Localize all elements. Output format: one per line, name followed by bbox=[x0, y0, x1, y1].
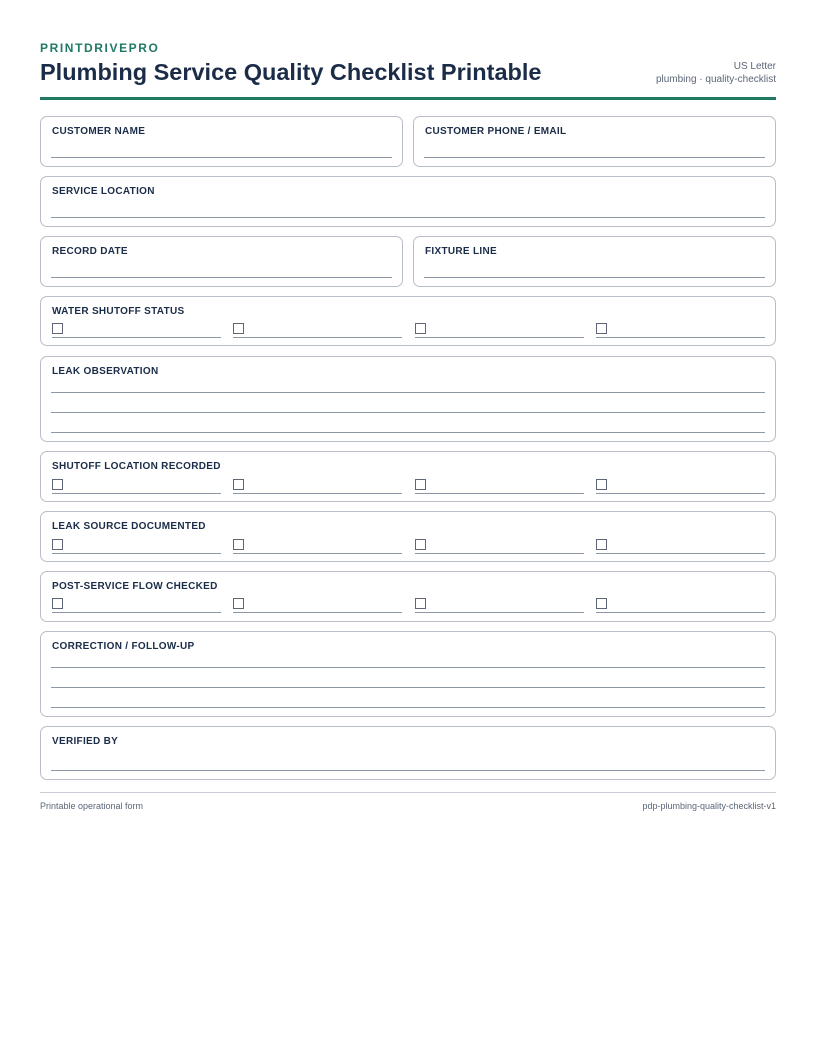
checkbox[interactable] bbox=[233, 539, 244, 550]
checkbox[interactable] bbox=[596, 323, 607, 334]
leak-source-documented-field bbox=[40, 511, 776, 562]
option-write-line bbox=[233, 553, 402, 554]
leak-source-option-2[interactable] bbox=[233, 539, 402, 555]
option-write-line bbox=[415, 553, 584, 554]
checkbox[interactable] bbox=[233, 479, 244, 490]
option-write-line bbox=[415, 337, 584, 338]
post-service-flow-option-3[interactable] bbox=[415, 598, 584, 614]
correction-follow-up-label: CORRECTION / FOLLOW-UP bbox=[52, 641, 195, 652]
shutoff-location-recorded-label: SHUTOFF LOCATION RECORDED bbox=[52, 461, 221, 472]
option-write-line bbox=[52, 612, 221, 613]
checkbox[interactable] bbox=[596, 479, 607, 490]
service-location-field bbox=[40, 176, 776, 227]
customer-contact-label: CUSTOMER PHONE / EMAIL bbox=[425, 126, 567, 137]
water-shutoff-option-4[interactable] bbox=[596, 323, 765, 339]
shutoff-location-option-2[interactable] bbox=[233, 479, 402, 495]
record-date-input-line[interactable] bbox=[51, 277, 392, 278]
checkbox[interactable] bbox=[415, 479, 426, 490]
option-write-line bbox=[596, 612, 765, 613]
leak-observation-line-1[interactable] bbox=[51, 392, 765, 393]
water-shutoff-option-1[interactable] bbox=[52, 323, 221, 339]
water-shutoff-option-2[interactable] bbox=[233, 323, 402, 339]
customer-contact-input-line[interactable] bbox=[424, 157, 765, 158]
shutoff-location-option-4[interactable] bbox=[596, 479, 765, 495]
leak-observation-line-2[interactable] bbox=[51, 412, 765, 413]
post-service-flow-option-1[interactable] bbox=[52, 598, 221, 614]
customer-name-label: CUSTOMER NAME bbox=[52, 126, 146, 137]
leak-observation-label: LEAK OBSERVATION bbox=[52, 366, 159, 377]
water-shutoff-status-label: WATER SHUTOFF STATUS bbox=[52, 306, 185, 317]
water-shutoff-status-field bbox=[40, 296, 776, 346]
shutoff-location-option-3[interactable] bbox=[415, 479, 584, 495]
post-service-flow-checked-label: POST-SERVICE FLOW CHECKED bbox=[52, 581, 218, 592]
shutoff-location-recorded-field bbox=[40, 451, 776, 502]
option-write-line bbox=[596, 553, 765, 554]
post-service-flow-option-4[interactable] bbox=[596, 598, 765, 614]
post-service-flow-checked-field bbox=[40, 571, 776, 622]
shutoff-location-option-1[interactable] bbox=[52, 479, 221, 495]
fixture-line-label: FIXTURE LINE bbox=[425, 246, 497, 257]
leak-observation-line-3[interactable] bbox=[51, 432, 765, 433]
customer-name-input-line[interactable] bbox=[51, 157, 392, 158]
checkbox[interactable] bbox=[233, 598, 244, 609]
leak-observation-field bbox=[40, 356, 776, 442]
verified-by-signature-line[interactable] bbox=[51, 770, 765, 771]
footer-rule bbox=[40, 792, 776, 793]
option-write-line bbox=[596, 337, 765, 338]
fixture-line-input-line[interactable] bbox=[424, 277, 765, 278]
option-write-line bbox=[52, 553, 221, 554]
service-location-input-line[interactable] bbox=[51, 217, 765, 218]
verified-by-field bbox=[40, 726, 776, 780]
option-write-line bbox=[52, 493, 221, 494]
post-service-flow-option-2[interactable] bbox=[233, 598, 402, 614]
checkbox[interactable] bbox=[52, 479, 63, 490]
checkbox[interactable] bbox=[596, 598, 607, 609]
checkbox[interactable] bbox=[415, 323, 426, 334]
form-identifier: pdp-plumbing-quality-checklist-v1 bbox=[642, 801, 776, 811]
record-date-label: RECORD DATE bbox=[52, 246, 128, 257]
correction-follow-up-line-3[interactable] bbox=[51, 707, 765, 708]
water-shutoff-option-3[interactable] bbox=[415, 323, 584, 339]
option-write-line bbox=[52, 337, 221, 338]
customer-name-field bbox=[40, 116, 403, 167]
checkbox[interactable] bbox=[596, 539, 607, 550]
footer-description: Printable operational form bbox=[40, 801, 144, 811]
leak-source-option-3[interactable] bbox=[415, 539, 584, 555]
customer-contact-field bbox=[413, 116, 776, 167]
checkbox[interactable] bbox=[52, 539, 63, 550]
checkbox[interactable] bbox=[233, 323, 244, 334]
header-rule bbox=[40, 97, 776, 100]
fixture-line-field bbox=[413, 236, 776, 287]
correction-follow-up-line-1[interactable] bbox=[51, 667, 765, 668]
option-write-line bbox=[233, 493, 402, 494]
brand-name: PRINTDRIVEPRO bbox=[40, 41, 160, 55]
document-meta bbox=[656, 60, 776, 86]
leak-source-option-4[interactable] bbox=[596, 539, 765, 555]
option-write-line bbox=[233, 337, 402, 338]
leak-source-option-1[interactable] bbox=[52, 539, 221, 555]
verified-by-label: VERIFIED BY bbox=[52, 736, 119, 747]
option-write-line bbox=[596, 493, 765, 494]
service-location-label: SERVICE LOCATION bbox=[52, 186, 155, 197]
option-write-line bbox=[233, 612, 402, 613]
correction-follow-up-line-2[interactable] bbox=[51, 687, 765, 688]
paper-size: US Letter bbox=[733, 61, 776, 72]
checkbox[interactable] bbox=[52, 323, 63, 334]
checkbox[interactable] bbox=[415, 598, 426, 609]
option-write-line bbox=[415, 612, 584, 613]
leak-source-documented-label: LEAK SOURCE DOCUMENTED bbox=[52, 521, 206, 532]
document-tags: plumbing · quality-checklist bbox=[655, 74, 776, 85]
checkbox[interactable] bbox=[52, 598, 63, 609]
option-write-line bbox=[415, 493, 584, 494]
correction-follow-up-field bbox=[40, 631, 776, 717]
page-title: Plumbing Service Quality Checklist Printable bbox=[40, 59, 542, 85]
checkbox[interactable] bbox=[415, 539, 426, 550]
record-date-field bbox=[40, 236, 403, 287]
